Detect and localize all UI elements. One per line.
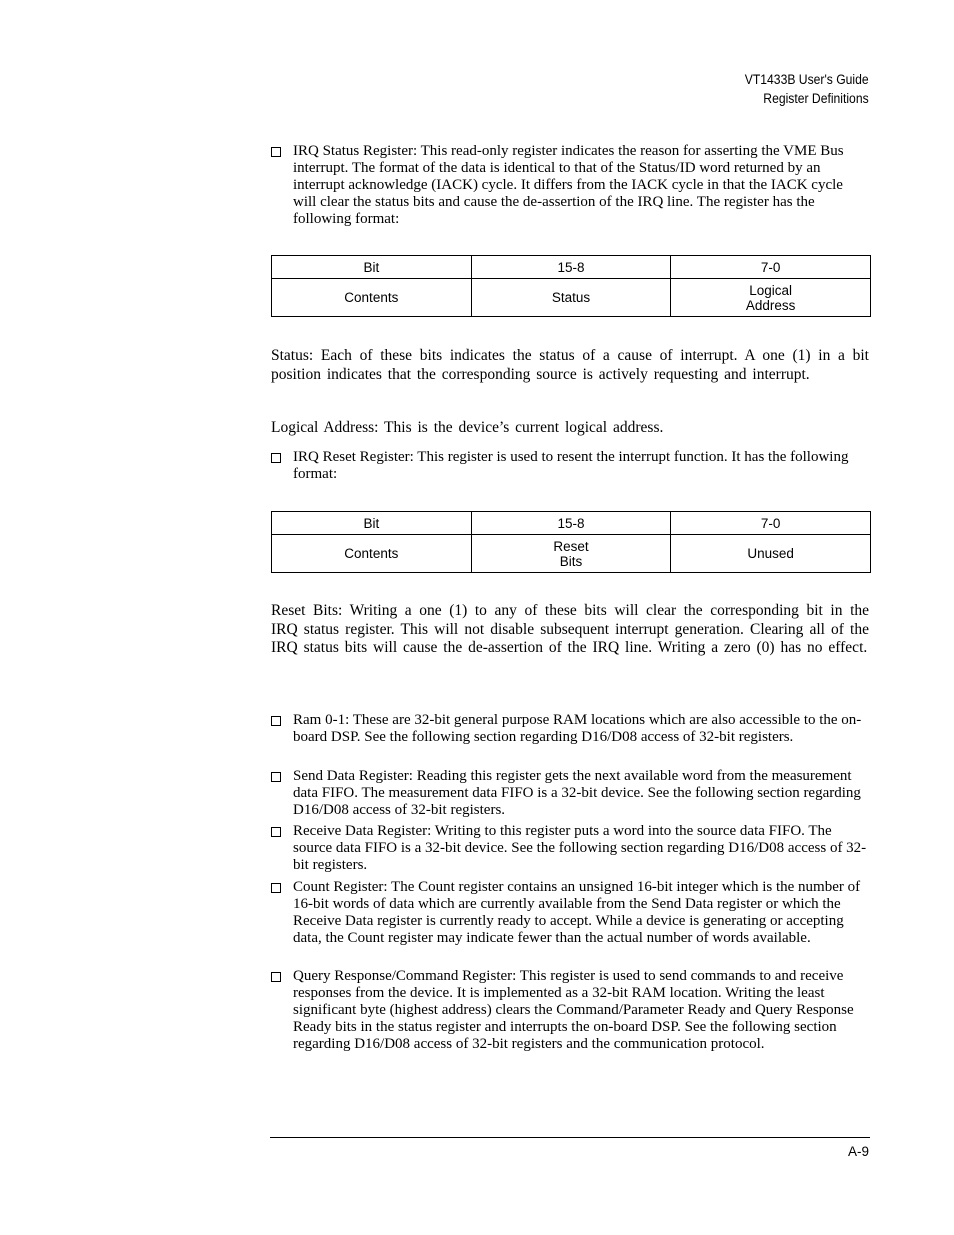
table-cell: Reset Bits (471, 535, 671, 573)
table-cell: Contents (272, 535, 472, 573)
table-cell: 7-0 (671, 512, 871, 535)
table-cell: Bit (272, 512, 472, 535)
irq-reset-format-table (271, 511, 871, 573)
table-cell: 15-8 (471, 256, 671, 279)
table-cell: Unused (671, 535, 871, 573)
header-section: Register Definitions (763, 91, 869, 106)
table-header-row (272, 512, 871, 535)
checkbox-bullet-icon (271, 972, 281, 982)
table-row (272, 535, 871, 573)
reset-bits-description: Reset Bits: Writing a one (1) to any of these bits will clear the corresponding bit in the IRQ status register. This will not disable subsequent interrupt generation. Clearing all of the IRQ status bits will cause the de-assertion of the IRQ line. Writing a zero (0) has no effect. (271, 602, 869, 657)
irq-reset-item (271, 449, 867, 483)
list-item (271, 879, 867, 947)
send-data-register-text: Send Data Register: Reading this register gets the next available word from the measurement data FIFO. The measurement data FIFO is a 32-bit device. See the following section regarding D16/D08 access of 32-bit registers. (293, 768, 861, 818)
irq-status-item (271, 143, 867, 228)
checkbox-bullet-icon (271, 883, 281, 893)
status-description: Status: Each of these bits indicates the status of a cause of interrupt. A one (1) in a bit position indicates that the corresponding source is actively requesting and interrupt. (271, 347, 869, 383)
list-item (271, 768, 867, 819)
table-cell: 7-0 (671, 256, 871, 279)
header-title: VT1433B User's Guide (745, 72, 869, 87)
table-row (272, 279, 871, 317)
footer-divider (270, 1137, 870, 1138)
logical-address-description: Logical Address: This is the device’s current logical address. (271, 419, 664, 436)
table-header-row (272, 256, 871, 279)
query-response-register-text: Query Response/Command Register: This register is used to send commands to and receive responses from the device. It is implemented as a 32-bit RAM location. Writing the least significant byte (highest address) clears the Command/Parameter Ready and Query Response Ready bits in the status register and interrupts the on-board DSP. See the following section regarding D16/D08 access of 32-bit registers and the communication protocol. (293, 968, 854, 1052)
list-item (271, 823, 867, 874)
page-number: A-9 (847, 1144, 869, 1159)
checkbox-bullet-icon (271, 772, 281, 782)
checkbox-bullet-icon (271, 147, 281, 157)
irq-status-format-table (271, 255, 871, 317)
checkbox-bullet-icon (271, 716, 281, 726)
checkbox-bullet-icon (271, 827, 281, 837)
table-cell: 15-8 (471, 512, 671, 535)
irq-status-text: IRQ Status Register: This read-only register indicates the reason for asserting the VME Bus interrupt. The format of the data is identical to that of the Status/ID word returned by an interrupt acknowledge (IACK) cycle. It differs from the IACK cycle in that the IACK cycle will clear the status bits and cause the de-assertion of the IRQ line. The register has the following format: (293, 143, 844, 227)
table-cell: Contents (272, 279, 472, 317)
table-cell: Bit (272, 256, 472, 279)
running-header (745, 70, 869, 108)
table-cell: Status (471, 279, 671, 317)
checkbox-bullet-icon (271, 453, 281, 463)
count-register-text: Count Register: The Count register contains an unsigned 16-bit integer which is the number of 16-bit words of data which are currently available from the Send Data register or which the Receive Data register is currently ready to accept. While a device is generating or accepting data, the Count register may indicate fewer than the actual number of words available. (293, 879, 861, 946)
table-cell: Logical Address (671, 279, 871, 317)
list-item (271, 968, 867, 1053)
list-item (271, 712, 867, 746)
receive-data-register-text: Receive Data Register: Writing to this register puts a word into the source data FIFO. The source data FIFO is a 32-bit device. See the following section regarding D16/D08 access of 32-bit registers. (293, 823, 867, 873)
ram-register-text: Ram 0-1: These are 32-bit general purpose RAM locations which are also accessible to the on-board DSP. See the following section regarding D16/D08 access of 32-bit registers. (293, 712, 862, 745)
irq-reset-text: IRQ Reset Register: This register is used to resent the interrupt function. It has the following format: (293, 449, 849, 482)
